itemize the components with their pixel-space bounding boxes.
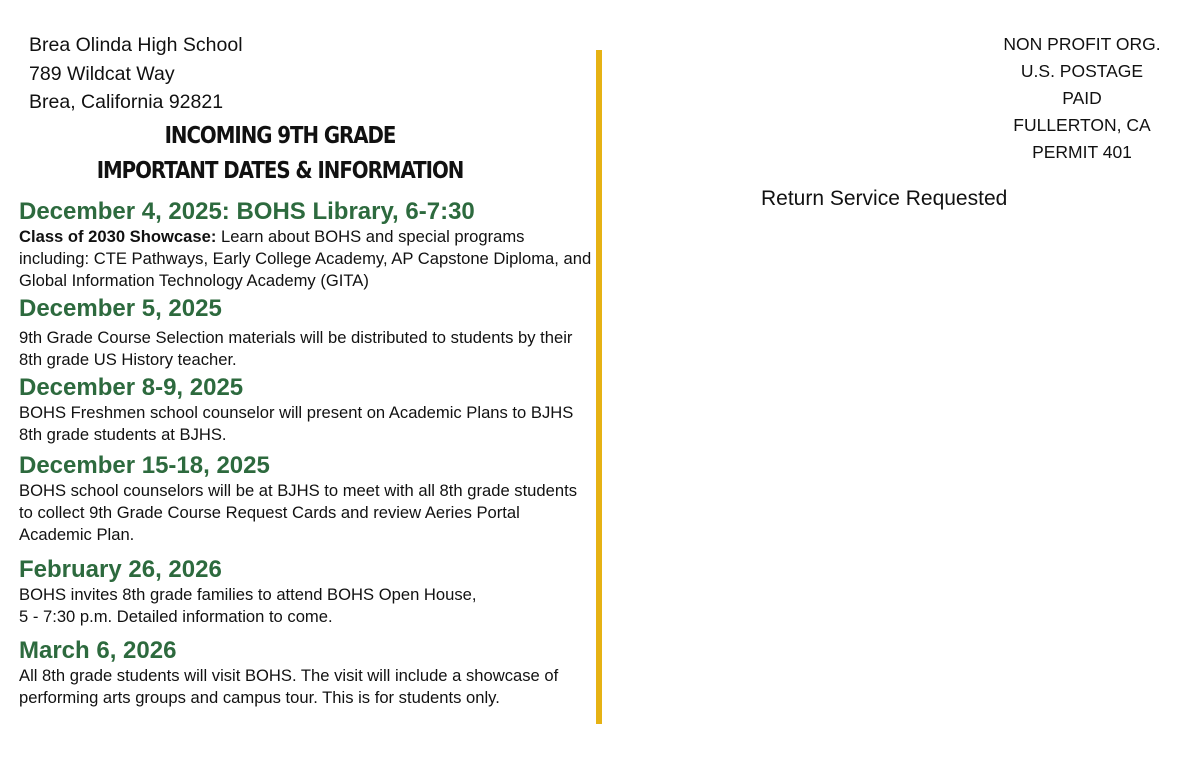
return-address-city: Brea, California 92821 xyxy=(29,91,224,113)
event-campus-visit xyxy=(19,637,594,709)
return-address-school: Brea Olinda High School xyxy=(29,34,243,56)
event-open-house xyxy=(19,556,594,628)
event-description: 9th Grade Course Selection materials will be distributed to students by their 8th grade US History teacher. xyxy=(19,328,573,369)
event-description-line: BOHS invites 8th grade families to attend BOHS Open House, xyxy=(19,585,477,604)
postage-line: PERMIT 401 xyxy=(1032,142,1132,162)
event-description xyxy=(19,584,594,628)
event-date: December 5, 2025 xyxy=(19,295,222,322)
event-description: BOHS Freshmen school counselor will present on Academic Plans to BJHS 8th grade students at BJHS. xyxy=(19,403,574,444)
event-description-text: Learn about BOHS and special programs including: CTE Pathways, Early College Academy, AP Capstone Diploma, and Global Information Technology Academy (GITA) xyxy=(19,227,592,290)
event-description xyxy=(19,226,594,292)
event-date: March 6, 2026 xyxy=(19,637,177,664)
event-date: December 8-9, 2025 xyxy=(19,374,244,401)
vertical-divider xyxy=(596,50,602,724)
postage-indicia xyxy=(982,31,1182,166)
return-address xyxy=(29,31,243,117)
return-service-requested: Return Service Requested xyxy=(761,187,1008,210)
event-course-selection xyxy=(19,295,594,371)
postage-line: PAID xyxy=(1062,88,1102,108)
return-address-street: 789 Wildcat Way xyxy=(29,62,175,85)
event-date: December 4, 2025: BOHS Library, 6-7:30 xyxy=(19,198,475,225)
event-lead: Class of 2030 Showcase: xyxy=(19,227,217,246)
event-counselor-visit xyxy=(19,452,594,546)
headline-title: INCOMING 9TH GRADE xyxy=(164,123,396,149)
event-description: All 8th grade students will visit BOHS. The visit will include a showcase of performing arts groups and campus tour. This is for students only. xyxy=(19,666,559,707)
event-date: February 26, 2026 xyxy=(19,556,222,583)
event-academic-plans xyxy=(19,374,594,446)
event-showcase xyxy=(19,198,594,292)
event-description-line: 5 - 7:30 p.m. Detailed information to come. xyxy=(19,607,333,626)
postage-line: FULLERTON, CA xyxy=(1013,115,1151,135)
postage-line: NON PROFIT ORG. xyxy=(1003,34,1161,54)
event-description: BOHS school counselors will be at BJHS to meet with all 8th grade students to collect 9th Grade Course Request Cards and review Aeries Portal Academic Plan. xyxy=(19,481,578,544)
headline-subtitle: IMPORTANT DATES & INFORMATION xyxy=(96,158,464,184)
postage-line: U.S. POSTAGE xyxy=(1020,61,1144,81)
event-date: December 15-18, 2025 xyxy=(19,452,270,479)
